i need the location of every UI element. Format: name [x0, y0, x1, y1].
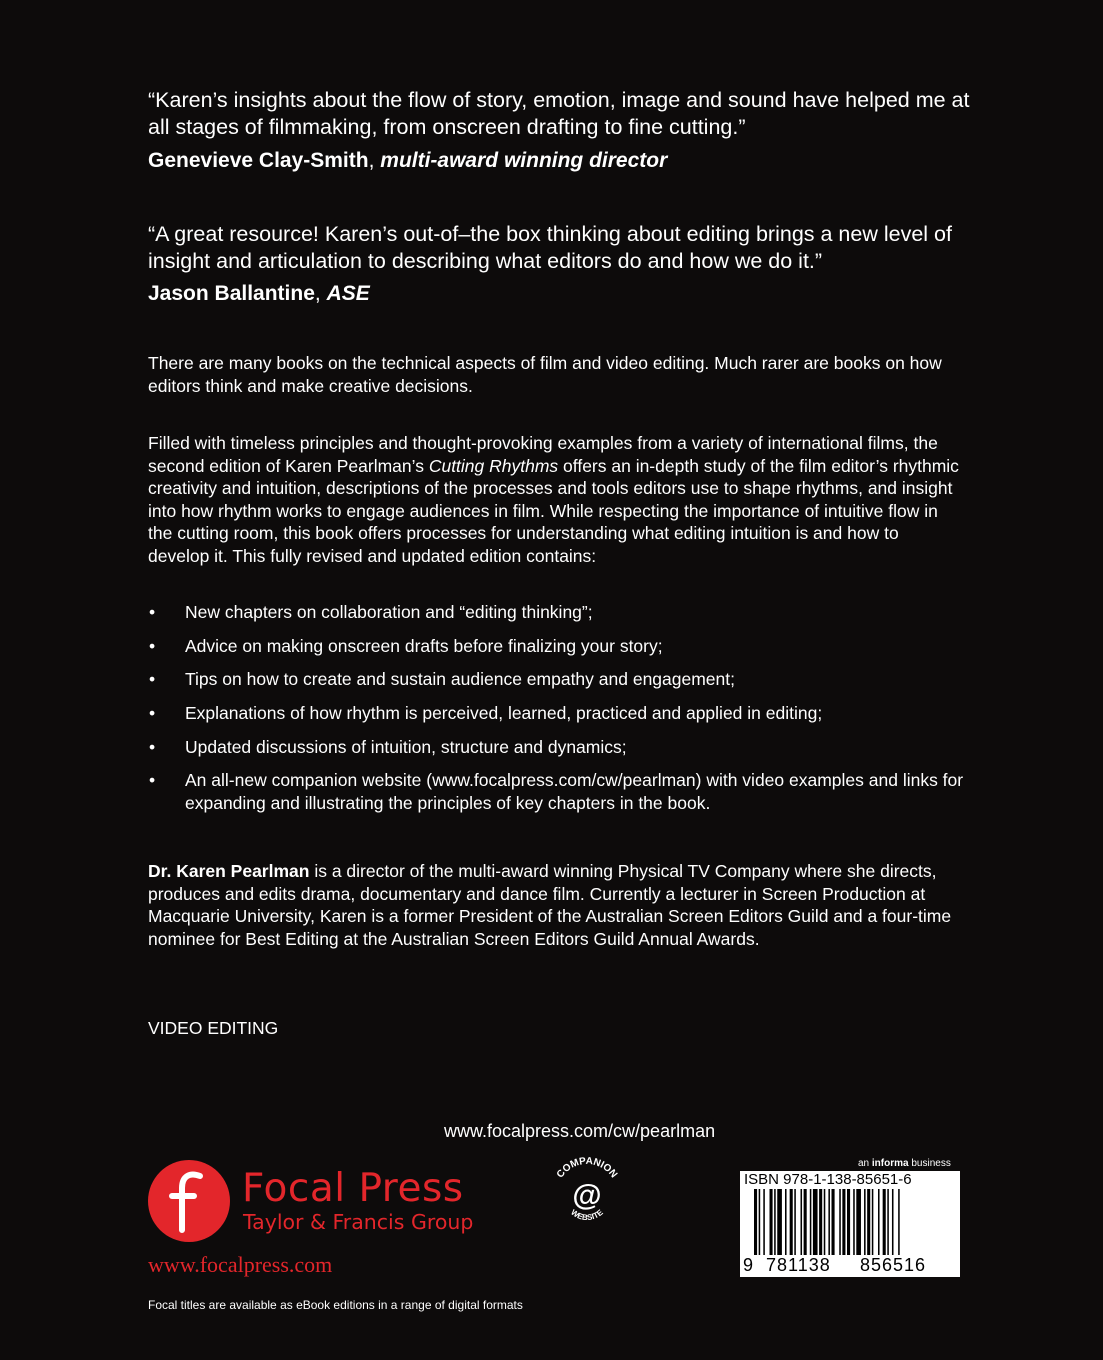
barcode-bar [770, 1189, 773, 1255]
barcode-bar [847, 1189, 850, 1255]
barcode-bar [824, 1189, 826, 1255]
badge-bottom-text: WEBSITE [569, 1207, 605, 1223]
quote-2-attribution [148, 282, 370, 306]
barcode-bar [867, 1189, 870, 1255]
bullet-icon: • [149, 703, 156, 724]
quote-1-text: “Karen’s insights about the flow of story, emotion, image and sound have helped me at all stages of filmmaking, from onscreen drafting to fine cutting.” [148, 88, 970, 139]
barcode-bar [785, 1189, 787, 1255]
quote-2-text: “A great resource! Karen’s out-of–the box thinking about editing brings a new level of insight and articulation to describing what editors do and how we do it.” [148, 222, 952, 273]
barcode-bar [839, 1189, 841, 1255]
quote-1-attribution [148, 149, 667, 173]
svg-text:@: @ [572, 1179, 602, 1212]
bullet-icon: • [149, 770, 156, 791]
barcode-bar [754, 1189, 757, 1255]
quote-1-author: Genevieve Clay-Smith [148, 149, 369, 172]
barcode-bar [804, 1189, 807, 1255]
letter-f-icon [148, 1160, 230, 1242]
list-item: • Tips on how to create and sustain audience empathy and engagement; [149, 669, 735, 690]
list-item: • An all-new companion website (www.focalpress.com/cw/pearlman) with video examples and links for expanding and illustrating the principles of key chapters in the book. [149, 770, 964, 813]
bullet-icon: • [149, 669, 156, 690]
barcode-digits-left: 781138 [766, 1255, 831, 1275]
barcode-bar [864, 1189, 866, 1255]
publisher-name: Focal Press [242, 1166, 464, 1211]
barcode-bar [810, 1189, 812, 1255]
list-item: • Advice on making onscreen drafts before finalizing your story; [149, 635, 663, 656]
list-item: • Explanations of how rhythm is perceived, learned, practiced and applied in editing; [149, 703, 823, 724]
isbn-label: ISBN 978-1-138-85651-6 [744, 1171, 912, 1188]
barcode-bar [763, 1189, 765, 1255]
barcode-bar [828, 1189, 830, 1255]
barcode-bar [856, 1189, 861, 1255]
quote-2-separator: , [314, 282, 327, 305]
barcode-bar [794, 1189, 796, 1255]
ebook-note: Focal titles are available as eBook editions in a range of digital formats [148, 1298, 523, 1312]
book-title: Cutting Rhythms [428, 455, 559, 476]
barcode-bar [842, 1189, 845, 1255]
barcode-bar [777, 1189, 782, 1255]
barcode-bar [887, 1189, 889, 1255]
bullet-icon: • [149, 736, 156, 757]
intro-paragraph: There are many books on the technical aspects of film and video editing. Much rarer are books on how editors think and make creative decisions. [148, 353, 942, 396]
author-bio-text: is a director of the multi-award winning Physical TV Company where she directs, produces and edits drama, documentary and dance film. Currently a lecturer in Screen Production at Macquarie University, Karen is a former President of the Australian Screen Editors Guild and a four-time nominee for Best Editing at the Australian Screen Editors Guild Annual Awards. [148, 861, 952, 949]
barcode-bar [832, 1189, 835, 1255]
barcode-bar [813, 1189, 818, 1255]
barcode-box [740, 1171, 960, 1277]
quote-1-role: multi-award winning director [380, 149, 668, 172]
companion-website-badge [548, 1155, 626, 1233]
barcode-bar [801, 1189, 803, 1255]
quote-1-separator: , [368, 149, 381, 172]
barcode-bar [883, 1189, 886, 1255]
at-symbol-icon [548, 1155, 626, 1233]
quote-2-author: Jason Ballantine [148, 282, 315, 305]
bullet-icon: • [149, 635, 156, 656]
barcode-digits-right: 856516 [860, 1255, 927, 1275]
publisher-group: Taylor & Francis Group [243, 1210, 474, 1234]
barcode-bar [819, 1189, 822, 1255]
svg-text:COMPANION [555, 1156, 619, 1180]
author-name: Dr. Karen Pearlman [148, 861, 310, 881]
author-bio [148, 860, 963, 950]
badge-top-text: COMPANION [554, 1155, 620, 1181]
barcode-bar [872, 1189, 874, 1255]
list-item: • New chapters on collaboration and “editing thinking”; [149, 602, 593, 622]
publisher-url[interactable]: www.focalpress.com [148, 1252, 333, 1277]
informa-label: an informa business [858, 1158, 951, 1169]
barcode-bar [878, 1189, 880, 1255]
barcode-bar [790, 1189, 793, 1255]
barcode-digit-first: 9 [743, 1255, 754, 1275]
focal-press-logo-icon [148, 1160, 230, 1242]
barcode-bar [774, 1189, 776, 1255]
barcode-bar [853, 1189, 855, 1255]
bullet-icon: • [149, 602, 156, 622]
list-item: • Updated discussions of intuition, structure and dynamics; [149, 736, 627, 757]
companion-url[interactable]: www.focalpress.com/cw/pearlman [444, 1121, 716, 1141]
description-part-1: Filled with timeless principles and thought-provoking examples from a variety of international films, the second edition of Karen Pearlman’s [148, 433, 938, 476]
category-label: VIDEO EDITING [148, 1018, 279, 1038]
barcode-icon [754, 1189, 954, 1257]
quote-2-role: ASE [326, 282, 370, 305]
barcode-bar [892, 1189, 894, 1255]
description-part-2: offers an in-depth study of the film editor’s rhythmic creativity and intuition, descriptions of the processes and tools editors use to shape rhythms, and insight into how rhythm works to engage audiences in film. While respecting the importance of intuitive flow in the cutting room, this book offers processes for understanding what editing intuition is and how to develop it. This fully revised and updated edition contains: [148, 455, 959, 566]
feature-list [148, 601, 968, 826]
barcode-bar [759, 1189, 761, 1255]
barcode-bar [898, 1189, 900, 1255]
description-paragraph [148, 432, 963, 567]
